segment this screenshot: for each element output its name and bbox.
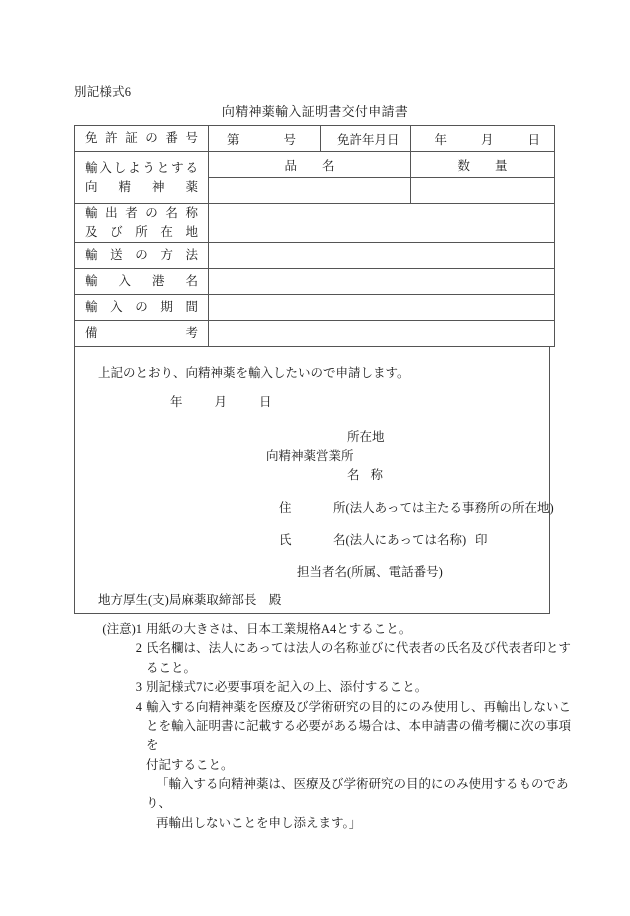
license-date-label: 免許年月日	[337, 132, 400, 147]
declaration-date-row[interactable]	[170, 392, 272, 410]
table-row-port	[75, 268, 555, 294]
declaration-day-char: 日	[259, 395, 272, 409]
applicant-address-note: 所(法人あっては主たる事務所の所在地)	[333, 501, 554, 515]
note-header-1: (注意)1	[102, 622, 142, 636]
form-number: 別記様式6	[74, 85, 132, 99]
exporter-input-cell[interactable]	[209, 204, 555, 243]
applicant-name-key: 氏	[279, 533, 292, 547]
remarks-label: 備考	[85, 325, 198, 340]
period-input-cell[interactable]	[209, 294, 555, 320]
seal-marker: 印	[475, 533, 488, 547]
office-name-label	[347, 465, 383, 483]
drug-label-line2: 向精神薬	[85, 179, 198, 194]
page-title: 向精神薬輸入証明書交付申請書	[221, 104, 409, 119]
remarks-label-cell	[75, 320, 209, 346]
note-text-4-cont: とを輸入証明書に記載する必要がある場合は、本申請書の備考欄に次の事項を	[146, 718, 572, 753]
column-header-quantity: 数 量	[411, 152, 555, 178]
port-label: 輸入港名	[85, 273, 198, 288]
license-number-label: 免許証の番号	[85, 131, 198, 146]
addressee-label: 地方厚生(支)局麻薬取締部長 殿	[98, 593, 282, 607]
transport-label-cell	[75, 242, 209, 268]
note-item	[74, 678, 579, 697]
drug-name-input-cell[interactable]	[209, 178, 411, 204]
transport-label: 輸送の方法	[85, 247, 198, 262]
applicant-address-key: 住	[279, 501, 292, 515]
table-row-exporter	[75, 204, 555, 243]
note-number-4: 4	[135, 699, 142, 714]
year-char: 年	[434, 132, 447, 147]
office-type-label: 向精神薬営業所	[266, 449, 354, 463]
office-block	[75, 427, 549, 482]
table-row-drug-header	[75, 152, 555, 178]
applicant-name-row	[279, 530, 466, 548]
note-quote-4: 「輸入する向精神薬は、医療及び学術研究の目的にのみ使用するものであり、	[146, 777, 569, 811]
drug-quantity-input-cell[interactable]	[411, 178, 555, 204]
contact-person-label: 担当者名(所属、電話番号)	[297, 565, 443, 579]
remarks-input-cell[interactable]	[209, 320, 555, 346]
port-input-cell[interactable]	[209, 268, 555, 294]
note-item	[74, 620, 579, 639]
declaration-month-char: 月	[214, 395, 228, 409]
note-text-2: 氏名欄は、法人にあっては法人の名称並びに代表者の氏名及び代表者印とす	[146, 641, 571, 656]
license-number-suffix: 号	[283, 132, 297, 147]
note-text-1: 用紙の大きさは、日本工業規格A4とすること。	[146, 622, 412, 636]
exporter-label-cell	[75, 204, 209, 243]
note-number-2: 2	[135, 641, 142, 656]
license-number-input-cell[interactable]	[209, 126, 321, 152]
note-quote-4-cont: 再輸出しないことを申し添えます。」	[156, 815, 362, 830]
note-item	[74, 698, 579, 834]
table-row-period	[75, 294, 555, 320]
column-header-name: 品 名	[209, 152, 411, 178]
exporter-label-line1: 輸出者の名称	[85, 206, 198, 220]
office-row	[75, 427, 549, 482]
table-row-transport	[75, 242, 555, 268]
note-item	[74, 639, 579, 678]
license-date-input-cell[interactable]	[411, 126, 555, 152]
office-location-label: 所在地	[347, 430, 385, 444]
port-label-cell	[75, 268, 209, 294]
note-number-3: 3	[135, 680, 142, 695]
license-number-label-cell	[75, 126, 209, 152]
note-text-3: 別記様式7に必要事項を記入の上、添付すること。	[146, 680, 428, 695]
transport-input-cell[interactable]	[209, 242, 555, 268]
table-row-remarks	[75, 320, 555, 346]
note-text-2-cont: ること。	[146, 660, 197, 675]
note-text-4: 輸入する向精神薬を医療及び学術研究の目的にのみ使用し、再輸出しないこ	[146, 699, 572, 714]
license-date-label-cell	[321, 126, 411, 152]
note-text-4-cont2: 付記すること。	[146, 757, 234, 772]
license-number-prefix: 第	[227, 132, 240, 147]
period-label-cell	[75, 294, 209, 320]
exporter-label-line2: 及び所在地	[85, 224, 198, 239]
office-name-char1: 名	[347, 468, 360, 482]
drug-label-line1: 輸入しようとする	[85, 160, 198, 175]
applicant-address-row	[279, 498, 554, 516]
applicant-name-note: 名(法人にあっては名称)	[333, 533, 467, 547]
table-row-license	[75, 126, 555, 152]
declaration-year-char: 年	[170, 395, 183, 409]
declaration-box	[74, 346, 554, 614]
notes-section	[74, 620, 579, 833]
office-name-char2: 称	[370, 468, 384, 482]
declaration-statement: 上記のとおり、向精神薬を輸入したいので申請します。	[98, 366, 410, 380]
period-label: 輸入の期間	[85, 299, 198, 314]
day-char: 日	[527, 132, 540, 147]
month-char: 月	[480, 132, 494, 147]
application-table	[74, 125, 555, 347]
drug-label-cell	[75, 152, 209, 204]
